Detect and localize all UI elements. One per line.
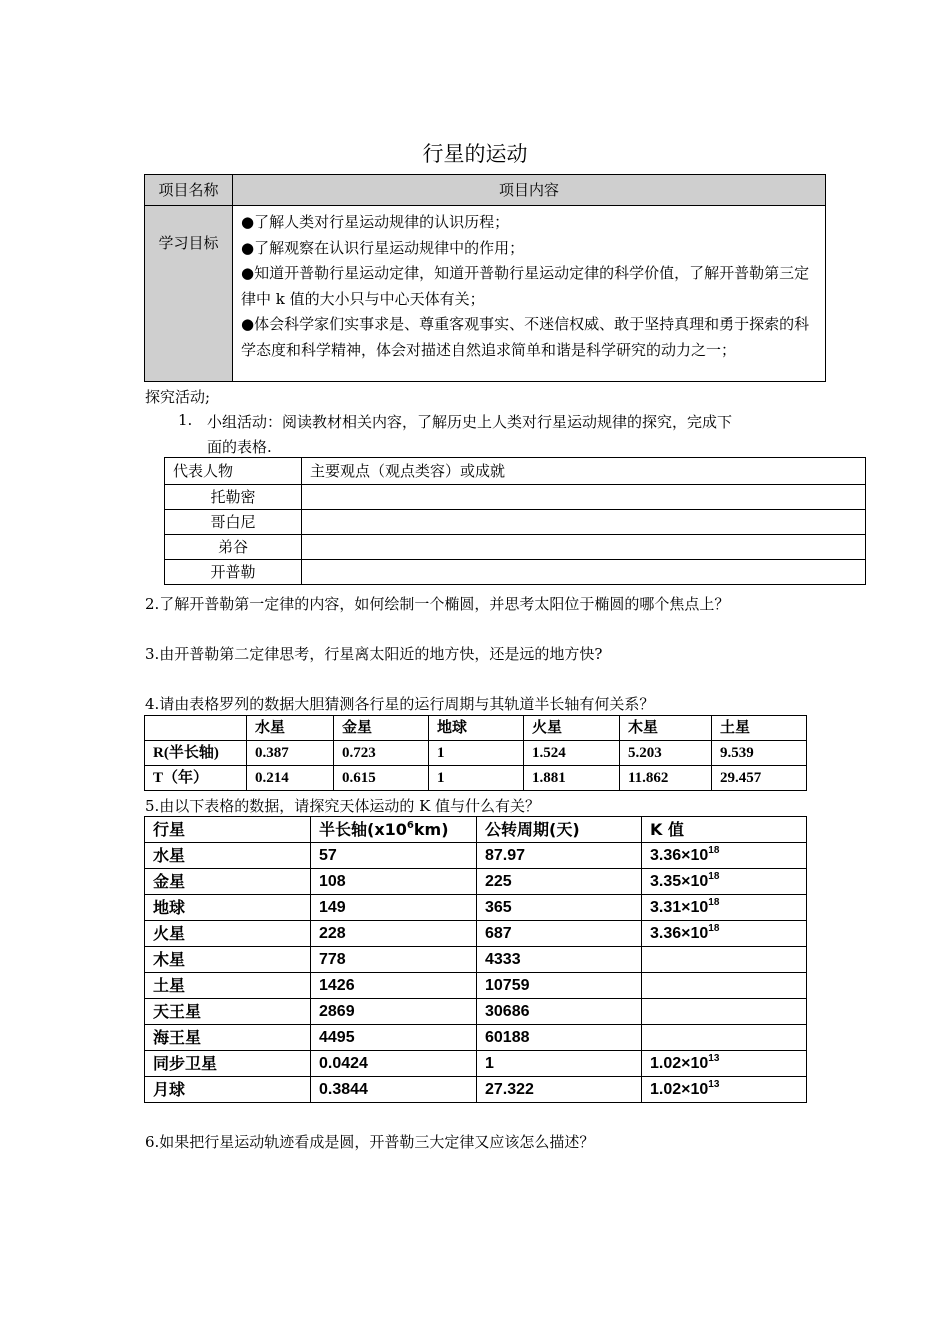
- planet-name: 土星: [145, 973, 311, 999]
- k-value: $1.02\times 10^{13}$: [642, 1051, 807, 1077]
- period-value: 225: [477, 869, 642, 895]
- orbit-header-mercury: 水星: [247, 716, 334, 741]
- k-table-row: [145, 947, 807, 973]
- orbit-header-venus: 金星: [334, 716, 429, 741]
- q1-text-line2: 面的表格.: [207, 438, 272, 456]
- k-value: [642, 973, 807, 999]
- semi-major-axis-value: 57: [311, 843, 477, 869]
- activity-heading: 探究活动;: [145, 388, 211, 406]
- k-value: $3.31\times 10^{18}$: [642, 895, 807, 921]
- period-value: 365: [477, 895, 642, 921]
- period-value: 4333: [477, 947, 642, 973]
- k-value: $3.36\times 10^{18}$: [642, 843, 807, 869]
- period-value: 87.97: [477, 843, 642, 869]
- orbit-cell: 29.457: [712, 766, 807, 791]
- planet-name: 海王星: [145, 1025, 311, 1051]
- k-value: [642, 947, 807, 973]
- planet-name: 月球: [145, 1077, 311, 1103]
- k-header-k-value: K 值: [642, 817, 807, 843]
- k-value: $1.02\times 10^{13}$: [642, 1077, 807, 1103]
- orbit-cell: 1: [429, 741, 524, 766]
- orbit-cell: 0.214: [247, 766, 334, 791]
- semi-major-axis-value: 4495: [311, 1025, 477, 1051]
- orbit-header-blank: [145, 716, 247, 741]
- person-kepler: 开普勒: [165, 560, 302, 585]
- k-value: $3.35\times 10^{18}$: [642, 869, 807, 895]
- objective-item: ●了解人类对行星运动规律的认识历程；: [241, 213, 510, 231]
- orbit-row-label: R(半长轴): [145, 741, 247, 766]
- achievement-cell: [302, 560, 866, 585]
- header-achievement: 主要观点（观点类容）或成就: [302, 458, 866, 485]
- period-value: 27.322: [477, 1077, 642, 1103]
- k-header-period: 公转周期(天): [477, 817, 642, 843]
- planet-name: 火星: [145, 921, 311, 947]
- k-table-row: [145, 999, 807, 1025]
- k-value: $3.36\times 10^{18}$: [642, 921, 807, 947]
- orbit-cell: 11.862: [620, 766, 712, 791]
- k-table-row: [145, 843, 807, 869]
- planet-name: 地球: [145, 895, 311, 921]
- objective-item: ●体会科学家们实事求是、尊重客观事实、不迷信权威、敢于坚持真理和勇于探索的科学态度和科学精神，体会对描述自然追求简单和谐是科学研究的动力之一；: [241, 315, 810, 359]
- person-ptolemy: 托勒密: [165, 485, 302, 510]
- question-2: 2.了解开普勒第一定律的内容，如何绘制一个椭圆，并思考太阳位于椭圆的哪个焦点上？: [145, 595, 730, 613]
- achievement-cell: [302, 485, 866, 510]
- question-6: 6.如果把行星运动轨迹看成是圆，开普勒三大定律又应该怎么描述？: [145, 1133, 595, 1151]
- orbit-cell: 0.723: [334, 741, 429, 766]
- k-table-row: [145, 921, 807, 947]
- semi-major-axis-value: 0.3844: [311, 1077, 477, 1103]
- objectives-list: [233, 206, 826, 382]
- question-5: 5.由以下表格的数据，请探究天体运动的 K 值与什么有关？: [145, 797, 541, 815]
- k-table-row: [145, 1051, 807, 1077]
- header-person: 代表人物: [165, 458, 302, 485]
- k-table-row: [145, 973, 807, 999]
- orbit-cell: 5.203: [620, 741, 712, 766]
- page-title: 行星的运动: [422, 142, 528, 166]
- question-3: 3.由开普勒第二定律思考，行星离太阳近的地方快，还是远的地方快?: [145, 645, 603, 663]
- period-value: 60188: [477, 1025, 642, 1051]
- k-header-semi-major-axis: 半长轴$(x10^6km)$: [311, 817, 477, 843]
- question-4: 4.请由表格罗列的数据大胆猜测各行星的运行周期与其轨道半长轴有何关系？: [145, 695, 655, 713]
- orbit-header-mars: 火星: [524, 716, 620, 741]
- k-table-row: [145, 1077, 807, 1103]
- semi-major-axis-value: 2869: [311, 999, 477, 1025]
- semi-major-axis-value: 1426: [311, 973, 477, 999]
- k-value-table: [144, 816, 807, 1103]
- person-tycho: 弟谷: [165, 535, 302, 560]
- planet-name: 水星: [145, 843, 311, 869]
- period-value: 1: [477, 1051, 642, 1077]
- k-value: [642, 1025, 807, 1051]
- semi-major-axis-value: 0.0424: [311, 1051, 477, 1077]
- objectives-table: [144, 174, 826, 382]
- semi-major-axis-value: 228: [311, 921, 477, 947]
- orbit-cell: 9.539: [712, 741, 807, 766]
- orbit-header-saturn: 土星: [712, 716, 807, 741]
- planet-name: 木星: [145, 947, 311, 973]
- k-value: [642, 999, 807, 1025]
- achievement-cell: [302, 535, 866, 560]
- orbit-cell: 1.524: [524, 741, 620, 766]
- row-label-objectives: 学习目标: [145, 206, 233, 382]
- semi-major-axis-value: 108: [311, 869, 477, 895]
- q1-text-line1: 小组活动：阅读教材相关内容，了解历史上人类对行星运动规律的探究，完成下: [207, 413, 733, 431]
- period-value: 10759: [477, 973, 642, 999]
- planet-name: 同步卫星: [145, 1051, 311, 1077]
- semi-major-axis-value: 149: [311, 895, 477, 921]
- header-project-content: 项目内容: [233, 175, 826, 206]
- k-table-row: [145, 869, 807, 895]
- planet-name: 天王星: [145, 999, 311, 1025]
- semi-major-axis-value: 778: [311, 947, 477, 973]
- period-value: 30686: [477, 999, 642, 1025]
- k-header-planet: 行星: [145, 817, 311, 843]
- orbit-row-label: T（年）: [145, 766, 247, 791]
- orbit-cell: 0.387: [247, 741, 334, 766]
- objective-item: ●了解观察在认识行星运动规律中的作用；: [241, 238, 525, 257]
- orbit-cell: 0.615: [334, 766, 429, 791]
- header-project-name: 项目名称: [145, 175, 233, 206]
- k-table-row: [145, 895, 807, 921]
- planet-name: 金星: [145, 869, 311, 895]
- person-copernicus: 哥白尼: [165, 510, 302, 535]
- k-table-row: [145, 1025, 807, 1051]
- orbit-table: [144, 715, 807, 791]
- orbit-header-jupiter: 木星: [620, 716, 712, 741]
- q1-number: 1.: [178, 411, 193, 429]
- period-value: 687: [477, 921, 642, 947]
- achievement-cell: [302, 510, 866, 535]
- objective-item: ●知道开普勒行星运动定律，知道开普勒行星运动定律的科学价值，了解开普勒第三定律中 k 值的大小只与中心天体有关；: [241, 264, 810, 308]
- people-table: [164, 457, 866, 585]
- orbit-cell: 1.881: [524, 766, 620, 791]
- orbit-cell: 1: [429, 766, 524, 791]
- orbit-header-earth: 地球: [429, 716, 524, 741]
